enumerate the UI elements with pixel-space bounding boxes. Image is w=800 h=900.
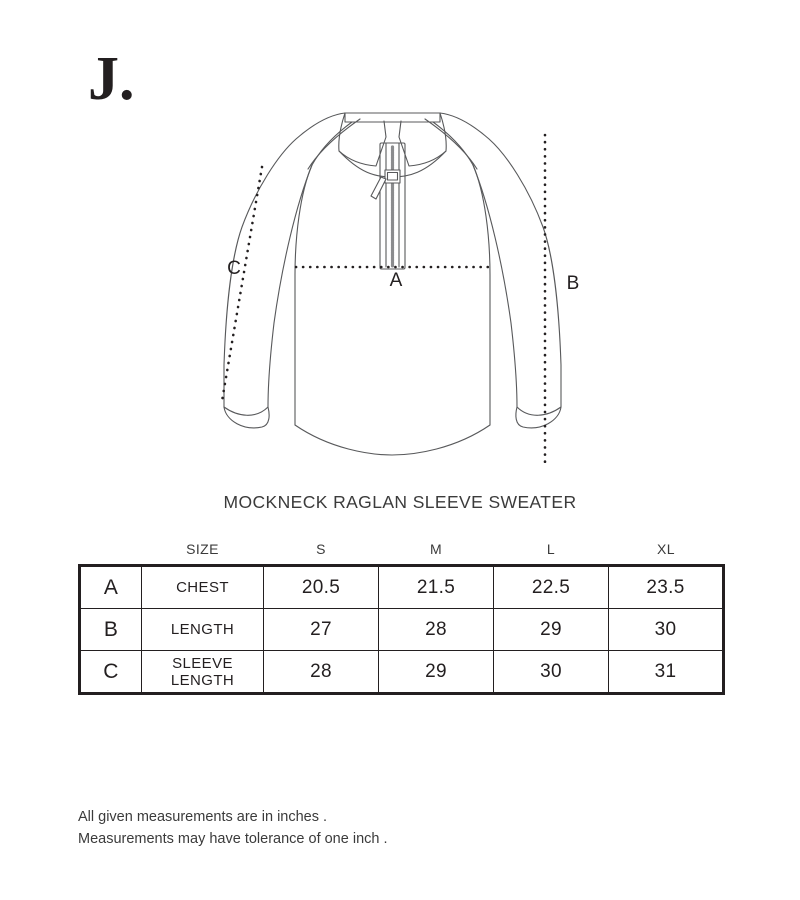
- raglan-seam-left-inner: [308, 119, 360, 169]
- row-value-s: 28: [264, 651, 379, 694]
- measurement-note-tolerance: Measurements may have tolerance of one inch .: [78, 831, 388, 847]
- left-sleeve-inner: [268, 165, 312, 407]
- row-value-l: 30: [494, 651, 609, 694]
- size-chart-header-row: [80, 541, 724, 566]
- row-value-xl: 23.5: [609, 566, 724, 609]
- row-value-l: 29: [494, 609, 609, 651]
- measurement-note-units: All given measurements are in inches .: [78, 809, 328, 825]
- left-cuff-opening: [224, 407, 268, 415]
- measurement-notes: [78, 806, 388, 850]
- body-left-seam: [295, 165, 312, 425]
- row-value-s: 20.5: [264, 566, 379, 609]
- row-value-s: 27: [264, 609, 379, 651]
- product-title: MOCKNECK RAGLAN SLEEVE SWEATER: [223, 492, 577, 512]
- table-row: [80, 651, 724, 694]
- header-size-xl: XL: [657, 541, 675, 557]
- row-label: LENGTH: [142, 609, 264, 651]
- row-value-xl: 30: [609, 609, 724, 651]
- size-chart-table: [78, 541, 725, 695]
- row-value-xl: 31: [609, 651, 724, 694]
- marker-label-length: B: [566, 273, 580, 294]
- row-code: C: [80, 651, 142, 694]
- sleeve-measure-line: [222, 167, 262, 401]
- body-hem: [295, 425, 490, 455]
- brand-logo: J.: [88, 45, 135, 113]
- body-right-seam: [473, 165, 490, 425]
- row-code: B: [80, 609, 142, 651]
- row-value-m: 21.5: [379, 566, 494, 609]
- raglan-seam-right-inner: [425, 119, 477, 169]
- table-row: [80, 566, 724, 609]
- row-value-l: 22.5: [494, 566, 609, 609]
- garment-illustration: [200, 95, 610, 485]
- table-row: [80, 609, 724, 651]
- left-cuff: [224, 407, 269, 428]
- header-size-s: S: [316, 541, 326, 557]
- collar-top-edge: [345, 113, 440, 122]
- row-label: SLEEVE LENGTH: [142, 651, 264, 694]
- header-size-m: M: [429, 541, 443, 557]
- header-size-l: L: [546, 541, 556, 557]
- header-size: SIZE: [186, 541, 219, 557]
- marker-label-sleeve: C: [227, 258, 241, 279]
- zipper-pull-tab: [371, 177, 386, 199]
- row-code: A: [80, 566, 142, 609]
- right-sleeve-inner: [473, 165, 517, 407]
- marker-label-chest: A: [389, 270, 403, 291]
- size-chart: [78, 541, 722, 695]
- row-label: CHEST: [142, 566, 264, 609]
- row-value-m: 28: [379, 609, 494, 651]
- right-cuff: [516, 407, 561, 428]
- row-value-m: 29: [379, 651, 494, 694]
- right-cuff-opening: [517, 407, 561, 415]
- header-code: [80, 541, 142, 566]
